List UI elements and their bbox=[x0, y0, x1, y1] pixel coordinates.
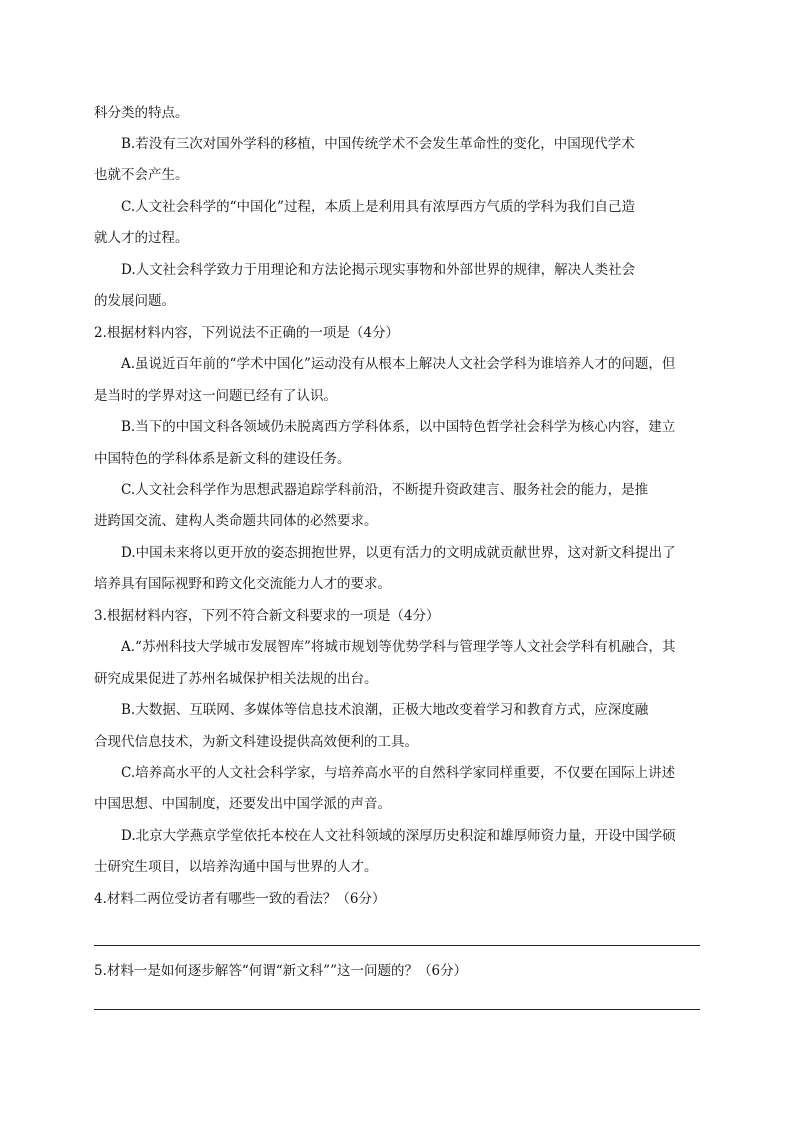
question-5-heading: 5.材料一是如何逐步解答“何谓“新文科””这一问题的？（6分） bbox=[94, 963, 468, 979]
text-line: B.若没有三次对国外学科的移植，中国传统学术不会发生革命性的变化，中国现代学术 bbox=[121, 136, 635, 152]
text-line: 是当时的学界对这一问题已经有了认识。 bbox=[94, 388, 337, 404]
option-3c: C.培养高水平的人文社会科学家，与培养高水平的自然科学家同样重要，不仅要在国际上讲述 bbox=[121, 765, 676, 781]
text-line: 也就不会产生。 bbox=[94, 167, 189, 183]
answer-line-4 bbox=[94, 945, 700, 946]
text-line: 士研究生项目，以培养沟通中国与世界的人才。 bbox=[94, 859, 378, 875]
text-line: 培养具有国际视野和跨文化交流能力人才的要求。 bbox=[94, 576, 391, 592]
text-line: 中国特色的学科体系是新文科的建设任务。 bbox=[94, 451, 351, 467]
question-4-heading: 4.材料二两位受访者有哪些一致的看法？（6分） bbox=[94, 891, 386, 907]
text-line: 中国思想、中国制度，还要发出中国学派的声音。 bbox=[94, 796, 391, 812]
text-line: 的发展问题。 bbox=[94, 293, 175, 309]
option-2d: D.中国未来将以更开放的姿态拥抱世界，以更有活力的文明成就贡献世界，这对新文科提出了 bbox=[121, 545, 676, 561]
text-line: C.人文社会科学的“中国化”过程，本质上是利用具有浓厚西方气质的学科为我们自己造 bbox=[121, 199, 635, 215]
question-2-heading: 2.根据材料内容，下列说法不正确的一项是（4分） bbox=[94, 325, 399, 341]
option-2a: A.虽说近百年前的“学术中国化”运动没有从根本上解决人文社会学科为谁培养人才的问题，但 bbox=[121, 356, 676, 372]
text-line: 研究成果促进了苏州名城保护相关法规的出台。 bbox=[94, 671, 378, 687]
text-line: 进跨国交流、建构人类命题共同体的必然要求。 bbox=[94, 513, 378, 529]
option-3b: B.大数据、互联网、多媒体等信息技术浪潮，正极大地改变着学习和教育方式，应深度融 bbox=[121, 702, 649, 718]
option-3a: A.“苏州科技大学城市发展智库”将城市规划等优势学科与管理学等人文社会学科有机融合，其 bbox=[121, 639, 676, 655]
text-line: 合现代信息技术，为新文科建设提供高效便利的工具。 bbox=[94, 734, 418, 750]
option-2b: B.当下的中国文科各领域仍未脱离西方学科体系，以中国特色哲学社会科学为核心内容，建立 bbox=[121, 419, 676, 435]
text-line: 科分类的特点。 bbox=[94, 105, 189, 121]
question-3-heading: 3.根据材料内容，下列不符合新文科要求的一项是（4分） bbox=[94, 608, 440, 624]
answer-line-5 bbox=[94, 1009, 700, 1010]
text-line: D.人文社会科学致力于用理论和方法论揭示现实事物和外部世界的规律，解决人类社会 bbox=[121, 262, 636, 278]
text-line: 就人才的过程。 bbox=[94, 230, 189, 246]
option-3d: D.北京大学燕京学堂依托本校在人文社科领域的深厚历史积淀和雄厚师资力量，开设中国学硕 bbox=[121, 828, 676, 844]
option-2c: C.人文社会科学作为思想武器追踪学科前沿，不断提升资政建言、服务社会的能力，是推 bbox=[121, 482, 649, 498]
